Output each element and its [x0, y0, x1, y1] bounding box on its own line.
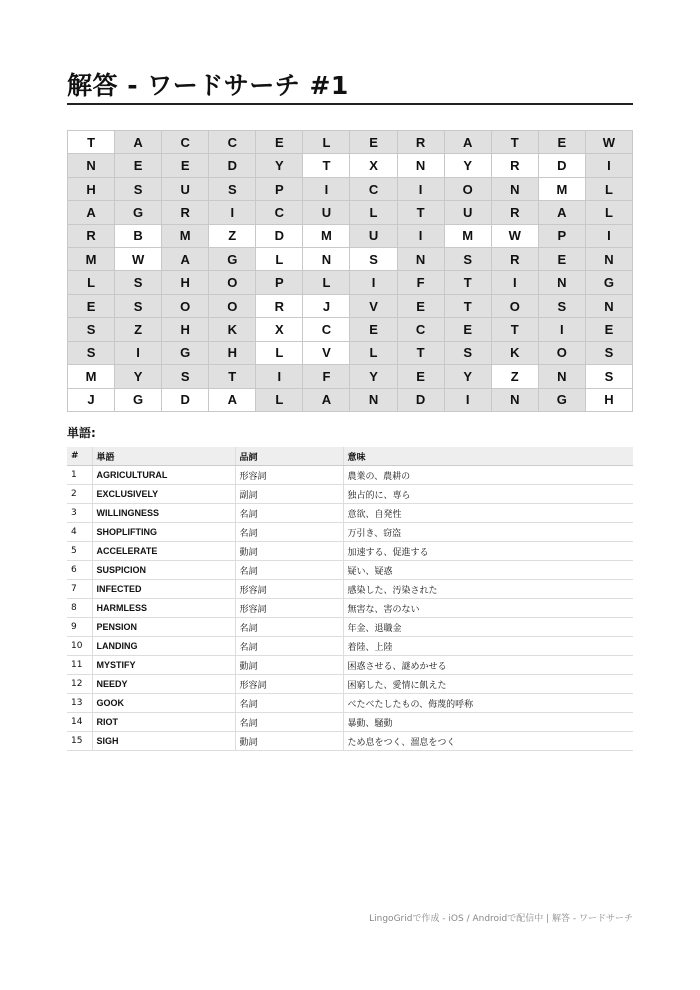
- grid-cell: S: [445, 248, 492, 271]
- grid-cell: I: [303, 178, 350, 201]
- grid-cell: T: [398, 201, 445, 224]
- row-number: 12: [67, 675, 92, 694]
- table-row: [67, 466, 633, 485]
- row-part-of-speech: 動詞: [235, 656, 343, 675]
- grid-cell: S: [68, 342, 115, 365]
- grid-cell: U: [445, 201, 492, 224]
- row-part-of-speech: 名詞: [235, 523, 343, 542]
- row-meaning: 意欲、自発性: [343, 504, 633, 523]
- row-word: WILLINGNESS: [92, 504, 235, 523]
- grid-cell: L: [586, 201, 633, 224]
- grid-cell: C: [303, 318, 350, 341]
- table-row: [67, 523, 633, 542]
- grid-cell: I: [445, 389, 492, 412]
- row-number: 10: [67, 637, 92, 656]
- grid-cell: L: [68, 271, 115, 294]
- grid-cell: Y: [350, 365, 397, 388]
- row-word: AGRICULTURAL: [92, 466, 235, 485]
- grid-cell: T: [398, 342, 445, 365]
- row-number: 14: [67, 713, 92, 732]
- grid-cell: C: [162, 131, 209, 154]
- grid-cell: A: [162, 248, 209, 271]
- row-word: RIOT: [92, 713, 235, 732]
- grid-cell: Z: [209, 225, 256, 248]
- grid-cell: O: [539, 342, 586, 365]
- grid-cell: S: [445, 342, 492, 365]
- grid-cell: T: [445, 295, 492, 318]
- row-meaning: 暴動、騒動: [343, 713, 633, 732]
- grid-cell: J: [303, 295, 350, 318]
- grid-cell: T: [68, 131, 115, 154]
- column-header-number: #: [67, 447, 92, 466]
- table-row: [67, 561, 633, 580]
- row-meaning: 農業の、農耕の: [343, 466, 633, 485]
- grid-cell: M: [445, 225, 492, 248]
- table-row: [67, 675, 633, 694]
- table-row: [67, 694, 633, 713]
- row-meaning: 独占的に、専ら: [343, 485, 633, 504]
- row-word: SIGH: [92, 732, 235, 751]
- grid-cell: J: [68, 389, 115, 412]
- row-meaning: 加速する、促進する: [343, 542, 633, 561]
- grid-cell: C: [209, 131, 256, 154]
- grid-cell: R: [492, 154, 539, 177]
- grid-cell: N: [539, 271, 586, 294]
- grid-cell: Z: [492, 365, 539, 388]
- row-meaning: 困窮した、愛情に飢えた: [343, 675, 633, 694]
- row-word: PENSION: [92, 618, 235, 637]
- row-number: 5: [67, 542, 92, 561]
- word-search-grid: [67, 130, 633, 412]
- grid-cell: I: [586, 225, 633, 248]
- grid-cell: L: [303, 271, 350, 294]
- grid-cell: S: [68, 318, 115, 341]
- page-footer: LingoGridで作成 - iOS / Androidで配信中 | 解答 - ワードサーチ: [369, 914, 633, 924]
- grid-cell: E: [539, 131, 586, 154]
- row-number: 9: [67, 618, 92, 637]
- grid-cell: D: [398, 389, 445, 412]
- grid-cell: T: [492, 131, 539, 154]
- grid-cell: X: [256, 318, 303, 341]
- table-row: [67, 637, 633, 656]
- row-word: SUSPICION: [92, 561, 235, 580]
- row-part-of-speech: 形容詞: [235, 466, 343, 485]
- row-number: 2: [67, 485, 92, 504]
- grid-cell: E: [68, 295, 115, 318]
- grid-cell: I: [350, 271, 397, 294]
- grid-cell: G: [586, 271, 633, 294]
- grid-cell: K: [492, 342, 539, 365]
- grid-cell: I: [586, 154, 633, 177]
- grid-cell: R: [68, 225, 115, 248]
- grid-cell: N: [492, 178, 539, 201]
- grid-cell: D: [539, 154, 586, 177]
- row-part-of-speech: 名詞: [235, 637, 343, 656]
- row-number: 3: [67, 504, 92, 523]
- grid-cell: S: [586, 342, 633, 365]
- grid-cell: T: [209, 365, 256, 388]
- row-meaning: 疑い、疑惑: [343, 561, 633, 580]
- grid-cell: L: [586, 178, 633, 201]
- grid-cell: I: [398, 178, 445, 201]
- grid-cell: C: [398, 318, 445, 341]
- grid-cell: S: [586, 365, 633, 388]
- grid-cell: R: [492, 248, 539, 271]
- row-word: EXCLUSIVELY: [92, 485, 235, 504]
- grid-cell: G: [539, 389, 586, 412]
- grid-cell: N: [586, 295, 633, 318]
- grid-cell: G: [162, 342, 209, 365]
- grid-cell: A: [445, 131, 492, 154]
- grid-cell: H: [162, 318, 209, 341]
- grid-cell: O: [209, 295, 256, 318]
- grid-cell: U: [350, 225, 397, 248]
- row-meaning: 万引き、窃盗: [343, 523, 633, 542]
- grid-cell: R: [492, 201, 539, 224]
- row-part-of-speech: 名詞: [235, 504, 343, 523]
- grid-cell: I: [539, 318, 586, 341]
- grid-cell: W: [492, 225, 539, 248]
- row-number: 8: [67, 599, 92, 618]
- grid-cell: E: [256, 131, 303, 154]
- column-header-word: 単語: [92, 447, 235, 466]
- grid-cell: S: [115, 271, 162, 294]
- grid-cell: T: [303, 154, 350, 177]
- row-part-of-speech: 動詞: [235, 732, 343, 751]
- grid-cell: T: [492, 318, 539, 341]
- grid-cell: N: [398, 248, 445, 271]
- grid-cell: X: [350, 154, 397, 177]
- table-row: [67, 485, 633, 504]
- grid-cell: G: [115, 389, 162, 412]
- table-row: [67, 713, 633, 732]
- grid-cell: Z: [115, 318, 162, 341]
- table-header-row: [67, 447, 633, 466]
- grid-cell: Y: [445, 365, 492, 388]
- grid-cell: S: [115, 178, 162, 201]
- row-part-of-speech: 名詞: [235, 713, 343, 732]
- grid-cell: H: [586, 389, 633, 412]
- page-title: 解答 - ワードサーチ #1: [67, 71, 349, 100]
- row-meaning: ため息をつく、溜息をつく: [343, 732, 633, 751]
- grid-cell: N: [398, 154, 445, 177]
- grid-cell: A: [539, 201, 586, 224]
- table-row: [67, 618, 633, 637]
- grid-cell: P: [256, 271, 303, 294]
- row-meaning: 感染した、汚染された: [343, 580, 633, 599]
- grid-cell: R: [398, 131, 445, 154]
- grid-cell: A: [68, 201, 115, 224]
- grid-cell: S: [209, 178, 256, 201]
- grid-cell: V: [350, 295, 397, 318]
- row-word: LANDING: [92, 637, 235, 656]
- grid-cell: S: [162, 365, 209, 388]
- grid-cell: O: [162, 295, 209, 318]
- row-meaning: 着陸、上陸: [343, 637, 633, 656]
- grid-cell: L: [303, 131, 350, 154]
- row-number: 7: [67, 580, 92, 599]
- row-part-of-speech: 名詞: [235, 618, 343, 637]
- grid-cell: N: [68, 154, 115, 177]
- grid-cell: R: [256, 295, 303, 318]
- grid-cell: Y: [115, 365, 162, 388]
- grid-cell: A: [303, 389, 350, 412]
- grid-cell: C: [256, 201, 303, 224]
- row-word: ACCELERATE: [92, 542, 235, 561]
- grid-cell: E: [398, 295, 445, 318]
- grid-cell: K: [209, 318, 256, 341]
- grid-cell: G: [209, 248, 256, 271]
- grid-cell: P: [539, 225, 586, 248]
- row-part-of-speech: 副詞: [235, 485, 343, 504]
- grid-cell: D: [209, 154, 256, 177]
- grid-cell: C: [350, 178, 397, 201]
- column-header-meaning: 意味: [343, 447, 633, 466]
- grid-cell: W: [586, 131, 633, 154]
- row-meaning: 困惑させる、謎めかせる: [343, 656, 633, 675]
- row-number: 11: [67, 656, 92, 675]
- grid-cell: I: [209, 201, 256, 224]
- grid-cell: E: [586, 318, 633, 341]
- row-word: MYSTIFY: [92, 656, 235, 675]
- grid-cell: I: [115, 342, 162, 365]
- grid-cell: S: [115, 295, 162, 318]
- grid-cell: L: [256, 248, 303, 271]
- row-meaning: 無害な、害のない: [343, 599, 633, 618]
- grid-cell: F: [303, 365, 350, 388]
- table-row: [67, 504, 633, 523]
- row-part-of-speech: 形容詞: [235, 599, 343, 618]
- grid-cell: Y: [445, 154, 492, 177]
- grid-cell: E: [115, 154, 162, 177]
- table-row: [67, 656, 633, 675]
- grid-cell: E: [445, 318, 492, 341]
- grid-cell: S: [539, 295, 586, 318]
- grid-cell: M: [303, 225, 350, 248]
- grid-cell: O: [445, 178, 492, 201]
- grid-cell: G: [115, 201, 162, 224]
- grid-cell: T: [445, 271, 492, 294]
- grid-cell: M: [539, 178, 586, 201]
- row-part-of-speech: 名詞: [235, 694, 343, 713]
- grid-cell: E: [350, 131, 397, 154]
- table-row: [67, 732, 633, 751]
- grid-cell: N: [539, 365, 586, 388]
- grid-cell: N: [492, 389, 539, 412]
- grid-cell: N: [303, 248, 350, 271]
- grid-cell: U: [162, 178, 209, 201]
- row-number: 6: [67, 561, 92, 580]
- grid-cell: I: [256, 365, 303, 388]
- row-part-of-speech: 形容詞: [235, 675, 343, 694]
- grid-cell: M: [68, 248, 115, 271]
- row-number: 4: [67, 523, 92, 542]
- row-part-of-speech: 動詞: [235, 542, 343, 561]
- grid-cell: L: [256, 342, 303, 365]
- grid-cell: Y: [256, 154, 303, 177]
- grid-cell: D: [162, 389, 209, 412]
- grid-cell: A: [209, 389, 256, 412]
- grid-cell: L: [350, 201, 397, 224]
- row-number: 13: [67, 694, 92, 713]
- grid-cell: M: [162, 225, 209, 248]
- grid-cell: F: [398, 271, 445, 294]
- grid-cell: V: [303, 342, 350, 365]
- grid-cell: L: [350, 342, 397, 365]
- title-divider: [67, 103, 633, 105]
- grid-cell: H: [209, 342, 256, 365]
- grid-cell: I: [398, 225, 445, 248]
- grid-cell: A: [115, 131, 162, 154]
- grid-cell: O: [209, 271, 256, 294]
- grid-cell: N: [586, 248, 633, 271]
- grid-cell: B: [115, 225, 162, 248]
- row-meaning: べたべたしたもの、侮蔑的呼称: [343, 694, 633, 713]
- row-part-of-speech: 形容詞: [235, 580, 343, 599]
- row-part-of-speech: 名詞: [235, 561, 343, 580]
- grid-cell: R: [162, 201, 209, 224]
- grid-cell: E: [398, 365, 445, 388]
- row-word: INFECTED: [92, 580, 235, 599]
- column-header-part-of-speech: 品詞: [235, 447, 343, 466]
- table-row: [67, 542, 633, 561]
- grid-cell: H: [162, 271, 209, 294]
- word-list-table: [67, 447, 633, 751]
- row-word: NEEDY: [92, 675, 235, 694]
- row-word: HARMLESS: [92, 599, 235, 618]
- table-row: [67, 580, 633, 599]
- grid-cell: U: [303, 201, 350, 224]
- grid-cell: E: [350, 318, 397, 341]
- grid-cell: L: [256, 389, 303, 412]
- grid-cell: M: [68, 365, 115, 388]
- row-word: GOOK: [92, 694, 235, 713]
- row-word: SHOPLIFTING: [92, 523, 235, 542]
- grid-cell: I: [492, 271, 539, 294]
- grid-cell: E: [539, 248, 586, 271]
- grid-cell: O: [492, 295, 539, 318]
- table-row: [67, 599, 633, 618]
- grid-cell: P: [256, 178, 303, 201]
- words-heading: 単語:: [67, 426, 96, 440]
- grid-cell: W: [115, 248, 162, 271]
- grid-cell: D: [256, 225, 303, 248]
- grid-cell: E: [162, 154, 209, 177]
- grid-cell: N: [350, 389, 397, 412]
- row-number: 1: [67, 466, 92, 485]
- row-meaning: 年金、退職金: [343, 618, 633, 637]
- row-number: 15: [67, 732, 92, 751]
- grid-cell: H: [68, 178, 115, 201]
- grid-cell: S: [350, 248, 397, 271]
